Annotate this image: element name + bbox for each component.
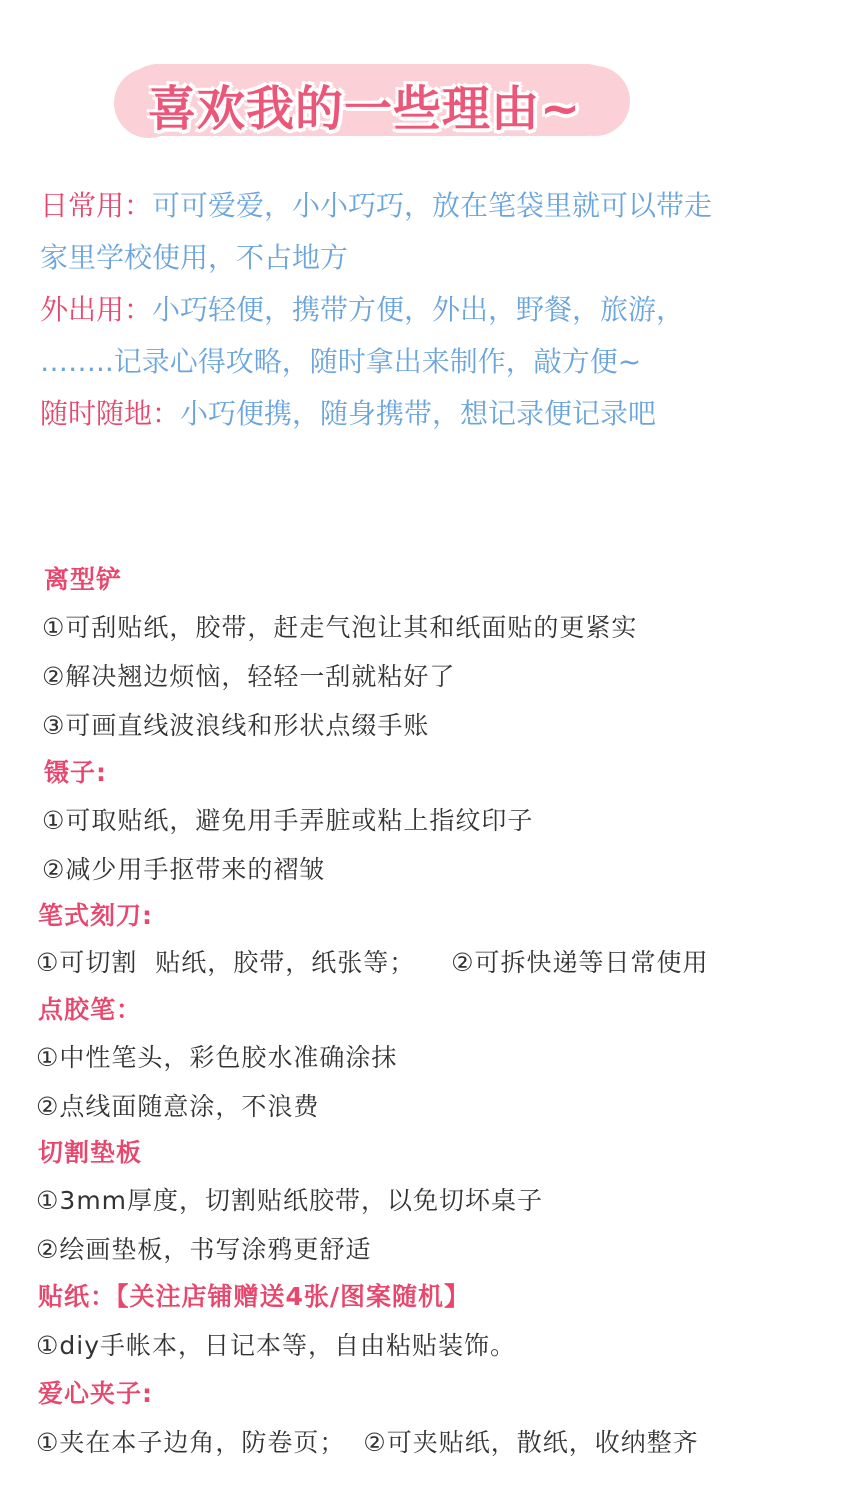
list-item: ①夹在本子边角，防卷页； ②可夹贴纸，散纸，收纳整齐 bbox=[36, 1428, 699, 1457]
list-item: ①可刮贴纸，胶带，赶走气泡让其和纸面贴的更紧实 bbox=[42, 613, 638, 642]
list-item: ①3mm厚度，切割贴纸胶带，以免切坏桌子 bbox=[36, 1186, 544, 1215]
title-banner bbox=[122, 62, 622, 142]
list-item: ②减少用手抠带来的褶皱 bbox=[42, 855, 326, 884]
section-heading-stickers bbox=[38, 1277, 470, 1313]
intro-block bbox=[40, 180, 840, 440]
intro-text: 小巧便携，随身携带，想记录便记录吧 bbox=[180, 397, 657, 430]
list-item: ②点线面随意涂，不浪费 bbox=[36, 1092, 320, 1121]
list-item: ①可切割 贴纸，胶带，纸张等； ②可拆快递等日常使用 bbox=[36, 948, 709, 977]
intro-label: 外出用： bbox=[40, 293, 153, 326]
intro-text: 家里学校使用，不占地方 bbox=[40, 241, 349, 274]
intro-text: ……..记录心得攻略，随时拿出来制作，敲方便~ bbox=[40, 345, 642, 378]
section-heading-release-shovel: 离型铲 bbox=[44, 565, 123, 594]
page-title: 喜欢我的一些理由~ bbox=[148, 81, 582, 137]
stickers-heading-label: 贴纸： bbox=[38, 1282, 117, 1311]
list-item: ②绘画垫板，书写涂鸦更舒适 bbox=[36, 1235, 372, 1264]
section-heading-tweezers: 镊子: bbox=[44, 758, 107, 787]
list-item: ①中性笔头，彩色胶水准确涂抹 bbox=[36, 1043, 398, 1072]
intro-label: 日常用： bbox=[40, 189, 153, 222]
intro-line bbox=[40, 388, 840, 440]
section-heading-pen-knife: 笔式刻刀: bbox=[38, 901, 153, 930]
section-heading-heart-clip: 爱心夹子: bbox=[38, 1379, 153, 1408]
intro-line bbox=[40, 336, 840, 388]
list-item: ③可画直线波浪线和形状点缀手账 bbox=[42, 711, 430, 740]
section-heading-cutting-mat: 切割垫板 bbox=[38, 1138, 143, 1167]
intro-label: 随时随地： bbox=[40, 397, 181, 430]
intro-line bbox=[40, 232, 840, 284]
intro-text: 小巧轻便，携带方便，外出，野餐，旅游， bbox=[152, 293, 685, 326]
intro-line bbox=[40, 284, 840, 336]
list-item: ①diy手帐本，日记本等，自由粘贴装饰。 bbox=[36, 1331, 517, 1360]
list-item: ①可取贴纸，避免用手弄脏或粘上指纹印子 bbox=[42, 806, 534, 835]
section-heading-glue-pen: 点胶笔： bbox=[38, 995, 143, 1024]
intro-line bbox=[40, 180, 840, 232]
stickers-promo-note: 【关注店铺赠送4张/图案随机】 bbox=[116, 1282, 471, 1311]
intro-text: 可可爱爱，小小巧巧，放在笔袋里就可以带走 bbox=[152, 189, 713, 222]
list-item: ②解决翘边烦恼，轻轻一刮就粘好了 bbox=[42, 662, 456, 691]
